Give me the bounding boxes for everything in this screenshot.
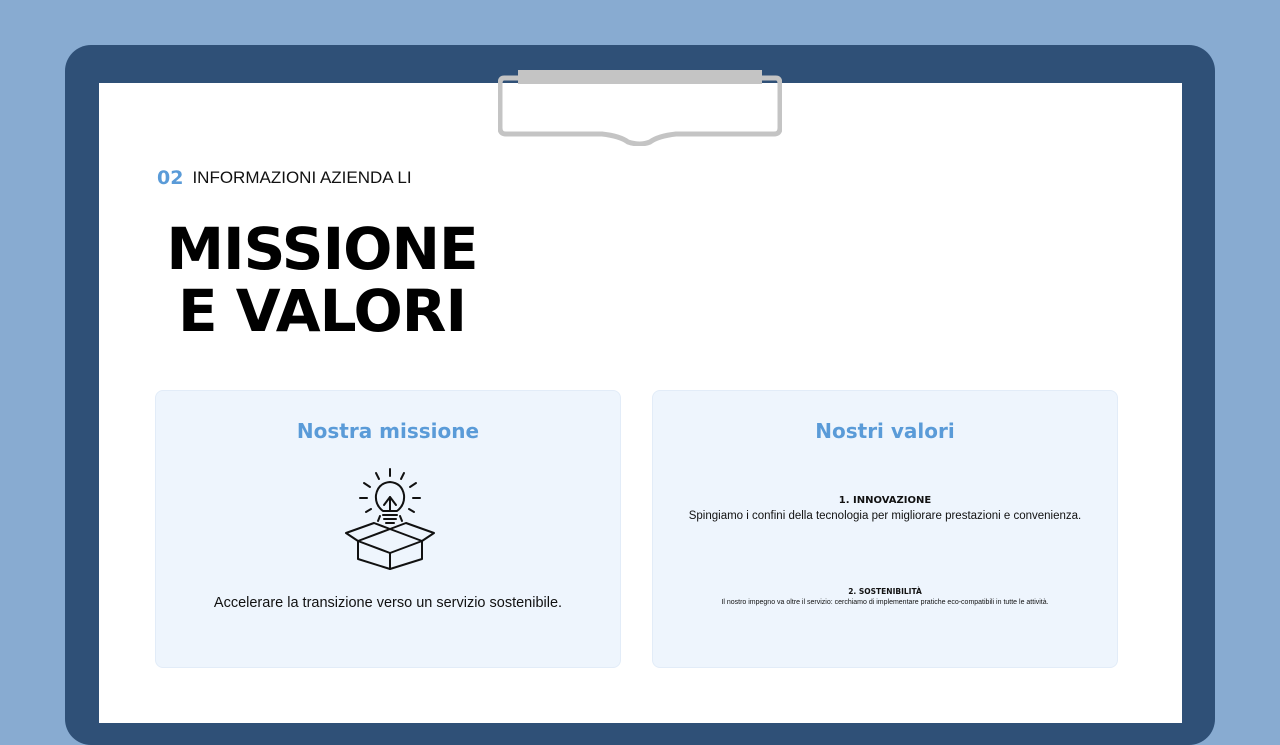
value-description: Il nostro impegno va oltre il servizio: cerchiamo di implementare pratiche eco-compatibili in tutte le attività. bbox=[721, 599, 1049, 606]
page-title-line-2: E VALORI bbox=[177, 277, 467, 345]
section-eyebrow bbox=[157, 167, 424, 189]
values-card bbox=[652, 390, 1118, 668]
lightbulb-box-icon bbox=[340, 467, 440, 571]
page-title-line-1: MISSIONE bbox=[166, 215, 478, 283]
value-item-innovation bbox=[663, 494, 1107, 524]
value-heading: 2. SOSTENIBILITÀ bbox=[848, 587, 922, 596]
value-item-sustainability bbox=[663, 587, 1107, 608]
page-title bbox=[157, 215, 487, 345]
value-heading: 1. INNOVAZIONE bbox=[838, 495, 932, 506]
mission-text: Accelerare la transizione verso un servizio sostenibile. bbox=[213, 595, 563, 611]
mission-card-title: Nostra missione bbox=[296, 419, 480, 443]
section-number: 02 bbox=[157, 167, 184, 189]
clipboard-clip-icon bbox=[498, 70, 782, 146]
value-description: Spingiamo i confini della tecnologia per migliorare prestazioni e convenienza. bbox=[688, 510, 1082, 522]
section-label: INFORMAZIONI AZIENDA LI bbox=[192, 168, 412, 187]
mission-card bbox=[155, 390, 621, 668]
values-card-title: Nostri valori bbox=[815, 419, 955, 443]
